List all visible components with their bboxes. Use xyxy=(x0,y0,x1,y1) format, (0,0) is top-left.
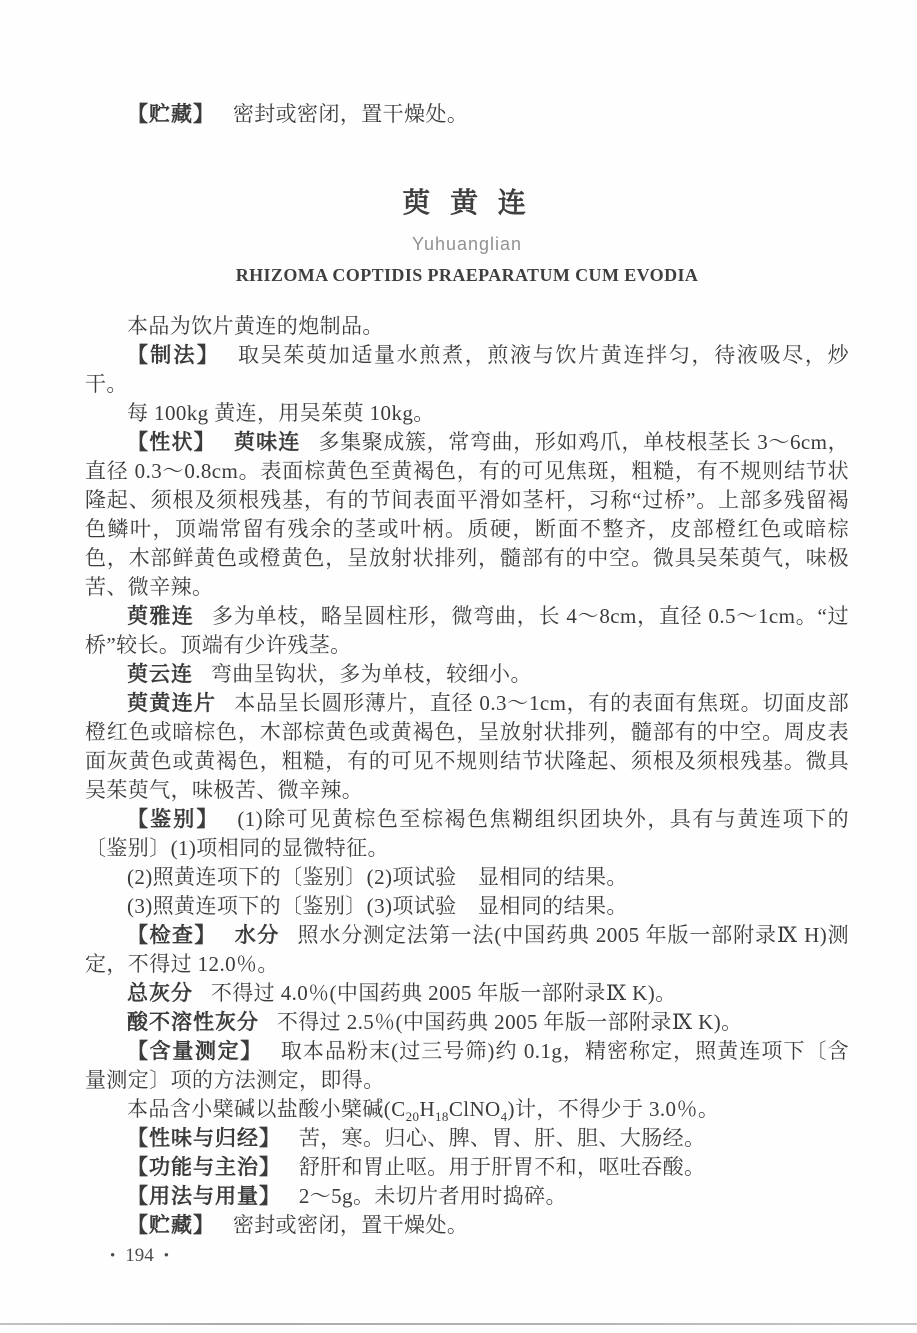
paragraph-usage-dosage xyxy=(85,1182,849,1211)
paragraph-preparation xyxy=(85,341,849,399)
paragraph-property-meridian xyxy=(85,1124,849,1153)
paragraph-storage xyxy=(85,1211,849,1240)
paragraph-assay-method xyxy=(85,1037,849,1095)
monograph-title-latin: RHIZOMA COPTIDIS PRAEPARATUM CUM EVODIA xyxy=(235,265,699,285)
section-label: 【功能与主治】 xyxy=(127,1156,281,1179)
text-run: 4 xyxy=(500,1109,508,1125)
text-run: 苦，寒。归心、脾、胃、肝、胆、大肠经。 xyxy=(298,1126,706,1150)
section-label: 【贮藏】 xyxy=(127,103,215,126)
section-label: 【性味与归经】 xyxy=(127,1127,281,1150)
text-run: 取本品粉末(过三号筛)约 0.1g，精密称定，照黄连项下〔含量测定〕项的方法测定，即得。 xyxy=(85,1039,850,1092)
text-run: 舒肝和胃止呕。用于肝胃不和，呕吐吞酸。 xyxy=(298,1155,706,1179)
monograph-title-chinese: 萸 黄 连 xyxy=(402,187,532,218)
text-run: 密封或密闭，置干燥处。 xyxy=(232,102,469,126)
previous-entry xyxy=(85,100,849,129)
text-column xyxy=(85,100,849,1240)
scan-bottom-edge xyxy=(0,1323,917,1325)
footer-left-dot: • xyxy=(110,1248,116,1264)
section-label: 酸不溶性灰分 xyxy=(127,1011,259,1034)
paragraph-description-yuhuanglianpian xyxy=(85,689,849,805)
text-run: H xyxy=(419,1097,436,1121)
monograph-title-pinyin: Yuhuanglian xyxy=(411,234,523,254)
paragraph-identification-1 xyxy=(85,805,849,863)
text-run: 本品含小檗碱以盐酸小檗碱(C xyxy=(127,1097,406,1121)
text-run: 2～5g。未切片者用时捣碎。 xyxy=(298,1184,567,1208)
text-run: 18 xyxy=(435,1109,449,1125)
previous-entry-storage xyxy=(85,100,849,129)
text-run: (3)照黄连项下的〔鉴别〕(3)项试验 显相同的结果。 xyxy=(127,894,628,918)
footer-right-dot: • xyxy=(163,1248,170,1264)
page-number: 194 xyxy=(125,1245,154,1266)
monograph-header xyxy=(85,181,849,286)
section-label: 萸云连 xyxy=(127,663,193,686)
text-run: 多集聚成簇，常弯曲，形如鸡爪，单枝根茎长 3～6cm，直径 0.3～0.8cm。表面棕黄色至黄褐色，有的可见焦斑，粗糙，有不规则结节状隆起、须根及须根残基，有的节间表面平滑如茎杆，习称“过桥”。上部多残留褐色鳞叶，顶端常留有残余的茎或叶柄。质硬，断面不整齐，皮部橙红色或暗棕色，木部鲜黄色或橙黄色，呈放射状排列，髓部有的中空。微具吴茱萸气，味极苦、微辛辣。 xyxy=(85,430,850,599)
text-run: 密封或密闭，置干燥处。 xyxy=(232,1213,469,1237)
section-label: 萸黄连片 xyxy=(127,692,217,715)
section-label: 【用法与用量】 xyxy=(127,1185,281,1208)
paragraph-examination-acid-insoluble-ash xyxy=(85,1008,849,1037)
text-run: (2)照黄连项下的〔鉴别〕(2)项试验 显相同的结果。 xyxy=(127,865,628,889)
section-label: 【鉴别】 xyxy=(127,808,220,831)
section-label: 【制法】 xyxy=(127,344,221,367)
paragraph-identification-3 xyxy=(85,892,849,921)
document-body xyxy=(85,312,849,1240)
section-label: 【性状】 xyxy=(127,431,216,454)
paragraph-function-indication xyxy=(85,1153,849,1182)
text-run: 不得过 4.0％(中国药典 2005 年版一部附录Ⅸ K)。 xyxy=(210,981,677,1005)
paragraph-preparation-ratio xyxy=(85,399,849,428)
paragraph-description-yuyunlian xyxy=(85,660,849,689)
text-run: 不得过 2.5％(中国药典 2005 年版一部附录Ⅸ K)。 xyxy=(276,1010,743,1034)
paragraph-examination-water xyxy=(85,921,849,979)
text-run: 每 100kg 黄连，用吴茱萸 10kg。 xyxy=(127,401,435,425)
text-run: 取吴茱萸加适量水煎煮，煎液与饮片黄连拌匀，待液吸尽，炒干。 xyxy=(85,343,849,396)
text-run: 本品呈长圆形薄片，直径 0.3～1cm，有的表面有焦斑。切面皮部橙红色或暗棕色，木部棕黄色或黄褐色，呈放射状排列，髓部有的中空。周皮表面灰黄色或黄褐色，粗糙，有的可见不规则结节状隆起、须根及须根残基。微具吴茱萸气，味极苦、微辛辣。 xyxy=(85,691,850,802)
section-label: 水分 xyxy=(234,924,280,947)
section-label: 【含量测定】 xyxy=(127,1040,263,1063)
text-run: )计，不得少于 3.0％。 xyxy=(507,1097,720,1121)
paragraph-examination-total-ash xyxy=(85,979,849,1008)
text-run: 弯曲呈钩状，多为单枝，较细小。 xyxy=(210,662,532,686)
text-run: ClNO xyxy=(448,1097,501,1121)
section-label: 萸味连 xyxy=(233,431,301,454)
text-run: 本品为饮片黄连的炮制品。 xyxy=(127,314,384,338)
section-label: 【检查】 xyxy=(127,924,217,947)
paragraph-assay-limit xyxy=(85,1095,849,1124)
section-label: 【贮藏】 xyxy=(127,1214,215,1237)
section-label: 萸雅连 xyxy=(127,605,195,628)
page-footer xyxy=(110,1245,169,1267)
text-run: 多为单枝，略呈圆柱形，微弯曲，长 4～8cm，直径 0.5～1cm。“过桥”较长。顶端有少许残茎。 xyxy=(85,604,850,657)
text-run: 照水分测定法第一法(中国药典 2005 年版一部附录Ⅸ H)测定，不得过 12.0％。 xyxy=(85,923,850,976)
paragraph-identification-2 xyxy=(85,863,849,892)
section-label: 总灰分 xyxy=(127,982,193,1005)
paragraph-description-yuyalian xyxy=(85,602,849,660)
text-run: (1)除可见黄棕色至棕褐色焦糊组织团块外，具有与黄连项下的〔鉴别〕(1)项相同的显微特征。 xyxy=(85,807,849,860)
paragraph-source xyxy=(85,312,849,341)
text-run: 20 xyxy=(405,1109,420,1125)
paragraph-description-yuweilian xyxy=(85,428,849,602)
